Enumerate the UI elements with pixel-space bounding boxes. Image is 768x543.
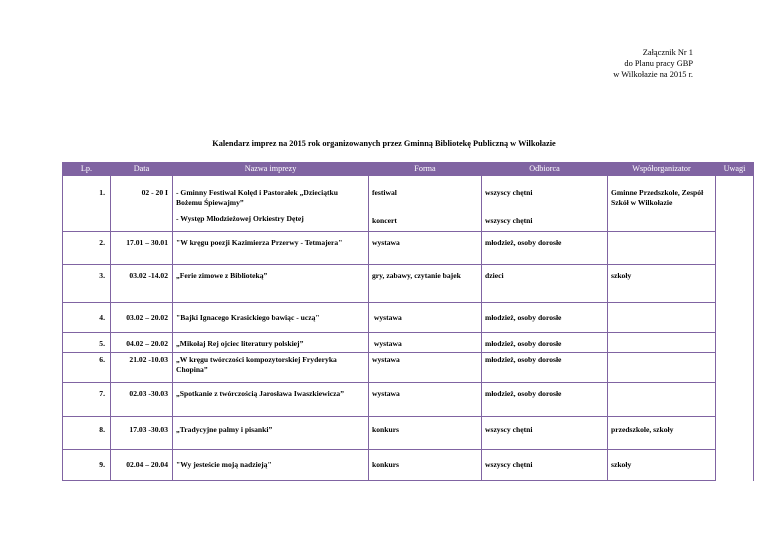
cell-lp	[63, 208, 111, 232]
cell-data: 21.02 -10.03	[111, 353, 173, 383]
cell-data: 04.02 – 20.02	[111, 333, 173, 353]
table-row	[63, 383, 754, 417]
table-row	[63, 353, 754, 383]
events-table	[62, 162, 754, 481]
cell-forma: festiwal	[369, 176, 482, 208]
header-data: Data	[111, 162, 173, 176]
cell-nazwa: - Gminny Festiwal Kolęd i Pastorałek „Dzieciątku Bożemu Śpiewajmy”	[173, 176, 369, 208]
cell-wspolorganizator	[608, 232, 716, 265]
cell-nazwa: "Wy jesteście moją nadzieją"	[173, 450, 369, 481]
table-row	[63, 176, 754, 208]
cell-wspolorganizator: Gminne Przedszkole, Zespół Szkół w Wilkołazie	[608, 176, 716, 232]
cell-lp: 3.	[63, 265, 111, 303]
cell-wspolorganizator	[608, 383, 716, 417]
cell-nazwa: "Bajki Ignacego Krasickiego bawiąc - uczą"	[173, 303, 369, 333]
cell-odbiorca: młodzież, osoby dorosłe	[482, 353, 608, 383]
cell-data: 02.04 – 20.04	[111, 450, 173, 481]
cell-nazwa: „Ferie zimowe z Biblioteką”	[173, 265, 369, 303]
cell-wspolorganizator: szkoły	[608, 265, 716, 303]
cell-odbiorca: młodzież, osoby dorosłe	[482, 303, 608, 333]
cell-nazwa: "W kręgu poezji Kazimierza Przerwy - Tetmajera"	[173, 232, 369, 265]
annex-line-2: do Planu pracy GBP	[624, 59, 693, 68]
cell-lp: 7.	[63, 383, 111, 417]
cell-forma: konkurs	[369, 417, 482, 450]
cell-uwagi	[716, 176, 754, 481]
annex-line-1: Załącznik Nr 1	[642, 48, 693, 57]
cell-forma: wystawa	[369, 383, 482, 417]
cell-wspolorganizator	[608, 353, 716, 383]
cell-nazwa: - Występ Młodzieżowej Orkiestry Dętej	[173, 208, 369, 232]
cell-forma: konkurs	[369, 450, 482, 481]
cell-lp: 2.	[63, 232, 111, 265]
header-nazwa: Nazwa imprezy	[173, 162, 369, 176]
header-odbiorca: Odbiorca	[482, 162, 608, 176]
cell-data	[111, 208, 173, 232]
header-uwagi: Uwagi	[716, 162, 754, 176]
cell-odbiorca: młodzież, osoby dorosłe	[482, 333, 608, 353]
cell-forma: koncert	[369, 208, 482, 232]
cell-odbiorca: młodzież, osoby dorosłe	[482, 232, 608, 265]
cell-lp: 4.	[63, 303, 111, 333]
annex-line-3: w Wilkołazie na 2015 r.	[613, 70, 693, 79]
cell-odbiorca: wszyscy chętni	[482, 450, 608, 481]
cell-wspolorganizator: przedszkole, szkoły	[608, 417, 716, 450]
cell-data: 03.02 – 20.02	[111, 303, 173, 333]
cell-odbiorca: młodzież, osoby dorosłe	[482, 383, 608, 417]
document-title: Kalendarz imprez na 2015 rok organizowanych przez Gminną Bibliotekę Publiczną w Wilkołazie	[212, 139, 556, 148]
cell-forma: wystawa	[369, 333, 482, 353]
cell-odbiorca: wszyscy chętni	[482, 417, 608, 450]
table-header-row	[63, 162, 754, 176]
table-row	[63, 232, 754, 265]
cell-odbiorca: dzieci	[482, 265, 608, 303]
cell-wspolorganizator: szkoły	[608, 450, 716, 481]
cell-nazwa: „Tradycyjne palmy i pisanki”	[173, 417, 369, 450]
cell-odbiorca: wszyscy chętni	[482, 208, 608, 232]
cell-forma: wystawa	[369, 232, 482, 265]
cell-data: 17.01 – 30.01	[111, 232, 173, 265]
table-row	[63, 417, 754, 450]
cell-nazwa: „Spotkanie z twórczością Jarosława Iwaszkiewicza”	[173, 383, 369, 417]
annex-note	[613, 47, 693, 80]
table-row	[63, 303, 754, 333]
cell-lp: 1.	[63, 176, 111, 208]
cell-wspolorganizator	[608, 303, 716, 333]
header-lp: Lp.	[63, 162, 111, 176]
cell-lp: 6.	[63, 353, 111, 383]
cell-forma: wystawa	[369, 303, 482, 333]
table-row	[63, 450, 754, 481]
cell-data: 02.03 -30.03	[111, 383, 173, 417]
cell-nazwa: „Mikołaj Rej ojciec literatury polskiej”	[173, 333, 369, 353]
cell-lp: 5.	[63, 333, 111, 353]
cell-forma: gry, zabawy, czytanie bajek	[369, 265, 482, 303]
header-wspolorganizator: Współorganizator	[608, 162, 716, 176]
cell-forma: wystawa	[369, 353, 482, 383]
cell-data: 17.03 -30.03	[111, 417, 173, 450]
header-forma: Forma	[369, 162, 482, 176]
table-row	[63, 265, 754, 303]
cell-odbiorca: wszyscy chętni	[482, 176, 608, 208]
cell-lp: 8.	[63, 417, 111, 450]
table-row	[63, 333, 754, 353]
cell-wspolorganizator	[608, 333, 716, 353]
cell-data: 03.02 -14.02	[111, 265, 173, 303]
cell-lp: 9.	[63, 450, 111, 481]
cell-nazwa: „W kręgu twórczości kompozytorskiej Fryderyka Chopina”	[173, 353, 369, 383]
cell-data: 02 - 20 I	[111, 176, 173, 208]
